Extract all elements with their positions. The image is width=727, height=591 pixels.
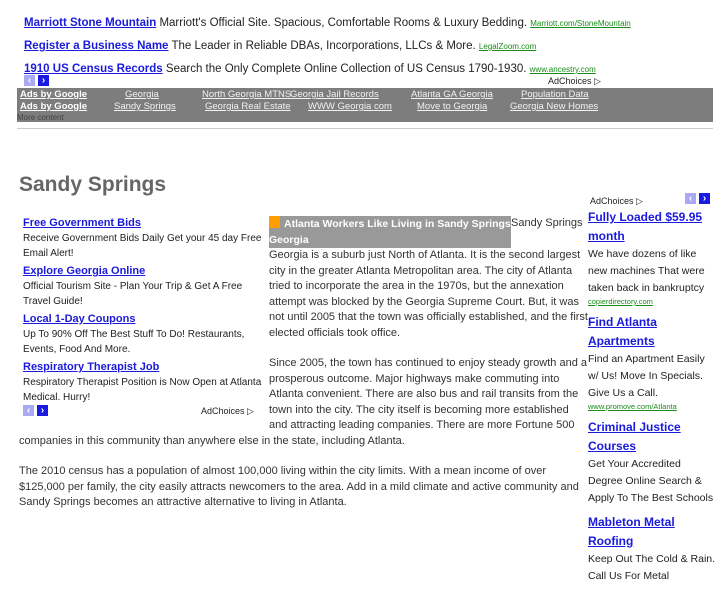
link-bar-link[interactable]: Atlanta GA Georgia: [411, 89, 493, 100]
left-ad-description: Official Tourism Site - Plan Your Trip & Get A Free Travel Guide!: [23, 281, 243, 307]
link-bar-link[interactable]: Move to Georgia: [417, 101, 488, 112]
adchoices-link[interactable]: [548, 76, 601, 87]
top-ad-url-link[interactable]: LegalZoom.com: [478, 42, 537, 51]
adchoices-icon: ▷: [594, 76, 601, 86]
right-ad-title-link[interactable]: Criminal Justice Courses: [588, 420, 681, 453]
left-ad-title-link[interactable]: Respiratory Therapist Job: [23, 361, 160, 373]
right-ad-title-link[interactable]: Find Atlanta Apartments: [588, 315, 657, 348]
link-bar-link[interactable]: WWW Georgia com: [308, 101, 392, 112]
prev-ad-button[interactable]: ‹: [685, 193, 696, 204]
right-ad-header: [588, 192, 716, 208]
next-ad-button[interactable]: ›: [37, 405, 48, 416]
top-ad-title-link[interactable]: Marriott Stone Mountain: [24, 17, 157, 29]
right-ad-description: Find an Apartment Easily w/ Us! Move In Specials. Give Us a Call.: [588, 353, 705, 399]
top-ad-description: Search the Only Complete Online Collection of US Census 1790-1930.: [165, 63, 527, 75]
next-ad-button[interactable]: ›: [38, 75, 49, 86]
right-ad-description: We have dozens of like new machines That were taken back in bankruptcy: [588, 248, 705, 294]
top-ad-url-link[interactable]: Marriott.com/StoneMountain: [530, 19, 631, 28]
left-ad-description: Respiratory Therapist Position is Now Open at Atlanta Medical. Hurry!: [23, 377, 262, 403]
left-ad: [23, 264, 263, 309]
left-ad-list: [23, 216, 263, 408]
article-p1: Sandy Springs Georgia is a suburb just North of Atlanta. It is the second largest city in the greater Atlanta Metropolitan area. The city of Atlanta tried to incorporate the area in the 1970s, but the annexation attempt was blocked by the Georgia Supreme Court. But, it was not until 2005 that the town was officially established, and the first elected officials took office.: [269, 217, 588, 339]
article-heading: Atlanta Workers Like Living in Sandy Springs Georgia: [269, 218, 511, 246]
orange-square-icon: [269, 216, 280, 228]
adchoices-link[interactable]: [201, 406, 254, 417]
left-ad-description: Receive Government Bids Daily Get your 45 day Free Email Alert!: [23, 233, 262, 259]
top-ad-description: The Leader in Reliable DBAs, Incorporations, LLCs & More.: [171, 40, 476, 52]
divider: [17, 128, 713, 129]
article-p2: Since 2005, the town has continued to enjoy steady growth and a prosperous outcome. Major highways make commuting into Atlanta convenient. There are also bus and rail transits from the town into the city. The city itself is becoming more established and attracting leading companies. There are more Fortune 500 companies in this community than anywhere else in the state, including Atlanta.: [19, 357, 587, 447]
adchoices-label: AdChoices: [590, 196, 634, 206]
right-ad: [588, 418, 716, 507]
right-ad-url-link[interactable]: www.promove.com/Atlanta: [588, 402, 677, 411]
top-ad: [24, 14, 631, 37]
right-ad-title-link[interactable]: Mableton Metal Roofing: [588, 515, 675, 548]
left-ad-title-link[interactable]: Explore Georgia Online: [23, 265, 146, 277]
prev-ad-button[interactable]: ‹: [23, 405, 34, 416]
left-ad: [23, 312, 263, 357]
right-ad-description: Keep Out The Cold & Rain. Call Us For Metal: [588, 553, 716, 582]
right-ad: [588, 513, 716, 585]
left-ad-title-link[interactable]: Local 1-Day Coupons: [23, 313, 136, 325]
right-ad-title-link[interactable]: Fully Loaded $59.95 month: [588, 210, 703, 243]
right-ad-url-link[interactable]: copierdirectory.com: [588, 297, 653, 306]
top-ad-title-link[interactable]: Register a Business Name: [24, 40, 169, 52]
left-ad: [23, 360, 263, 405]
next-ad-button[interactable]: ›: [699, 193, 710, 204]
right-ad-description: Get Your Accredited Degree Online Search & Apply To The Best Schools: [588, 458, 714, 504]
top-ad-url-link[interactable]: www.ancestry.com: [529, 65, 596, 74]
right-ad-list: [588, 192, 716, 591]
link-bar-link[interactable]: Georgia New Homes: [510, 101, 599, 112]
more-content-label: More content: [17, 113, 64, 122]
left-ad-pager: [23, 405, 48, 416]
ads-by-google-link[interactable]: Ads by Google: [20, 101, 88, 112]
right-ad: [588, 313, 716, 412]
article-p3: The 2010 census has a population of almost 100,000 living within the city limits. With a mean income of over $125,000 per family, the city easily attracts newcomers to the area. Add in a mild climate and active community and Sandy Springs becomes an attractive alternative to living in Atlanta.: [19, 465, 579, 508]
link-bar-link[interactable]: North Georgia MTNS: [202, 89, 292, 100]
adchoices-label: AdChoices: [548, 76, 592, 86]
top-ad-title-link[interactable]: 1910 US Census Records: [24, 63, 163, 75]
link-bar-link[interactable]: Georgia Real Estate: [205, 101, 291, 112]
link-bar-link[interactable]: Sandy Springs: [114, 101, 176, 112]
adchoices-icon: ▷: [247, 406, 254, 416]
top-ad-pager: [24, 75, 49, 86]
adchoices-label: AdChoices: [201, 406, 245, 416]
link-bar-link[interactable]: Georgia: [125, 89, 159, 100]
link-bar-link[interactable]: Population Data: [521, 89, 589, 100]
right-ad-pager: [685, 193, 710, 204]
top-ad: [24, 37, 631, 60]
left-ad-title-link[interactable]: Free Government Bids: [23, 217, 141, 229]
top-ad-list: [24, 14, 631, 83]
ad-link-bar: [17, 88, 713, 122]
ads-by-google-link[interactable]: Ads by Google: [20, 89, 88, 100]
left-ad: [23, 216, 263, 261]
prev-ad-button[interactable]: ‹: [24, 75, 35, 86]
top-ad-description: Marriott's Official Site. Spacious, Comfortable Rooms & Luxury Bedding.: [159, 17, 528, 29]
adchoices-link[interactable]: [590, 193, 643, 210]
link-bar-link[interactable]: Georgia Jail Records: [290, 89, 379, 100]
top-ad: [24, 60, 631, 83]
right-ad: [588, 208, 716, 307]
article-heading-box: [269, 216, 511, 248]
adchoices-icon: ▷: [636, 196, 643, 206]
left-ad-description: Up To 90% Off The Best Stuff To Do! Restaurants, Events, Food And More.: [23, 329, 245, 355]
page-title: Sandy Springs: [19, 173, 167, 196]
